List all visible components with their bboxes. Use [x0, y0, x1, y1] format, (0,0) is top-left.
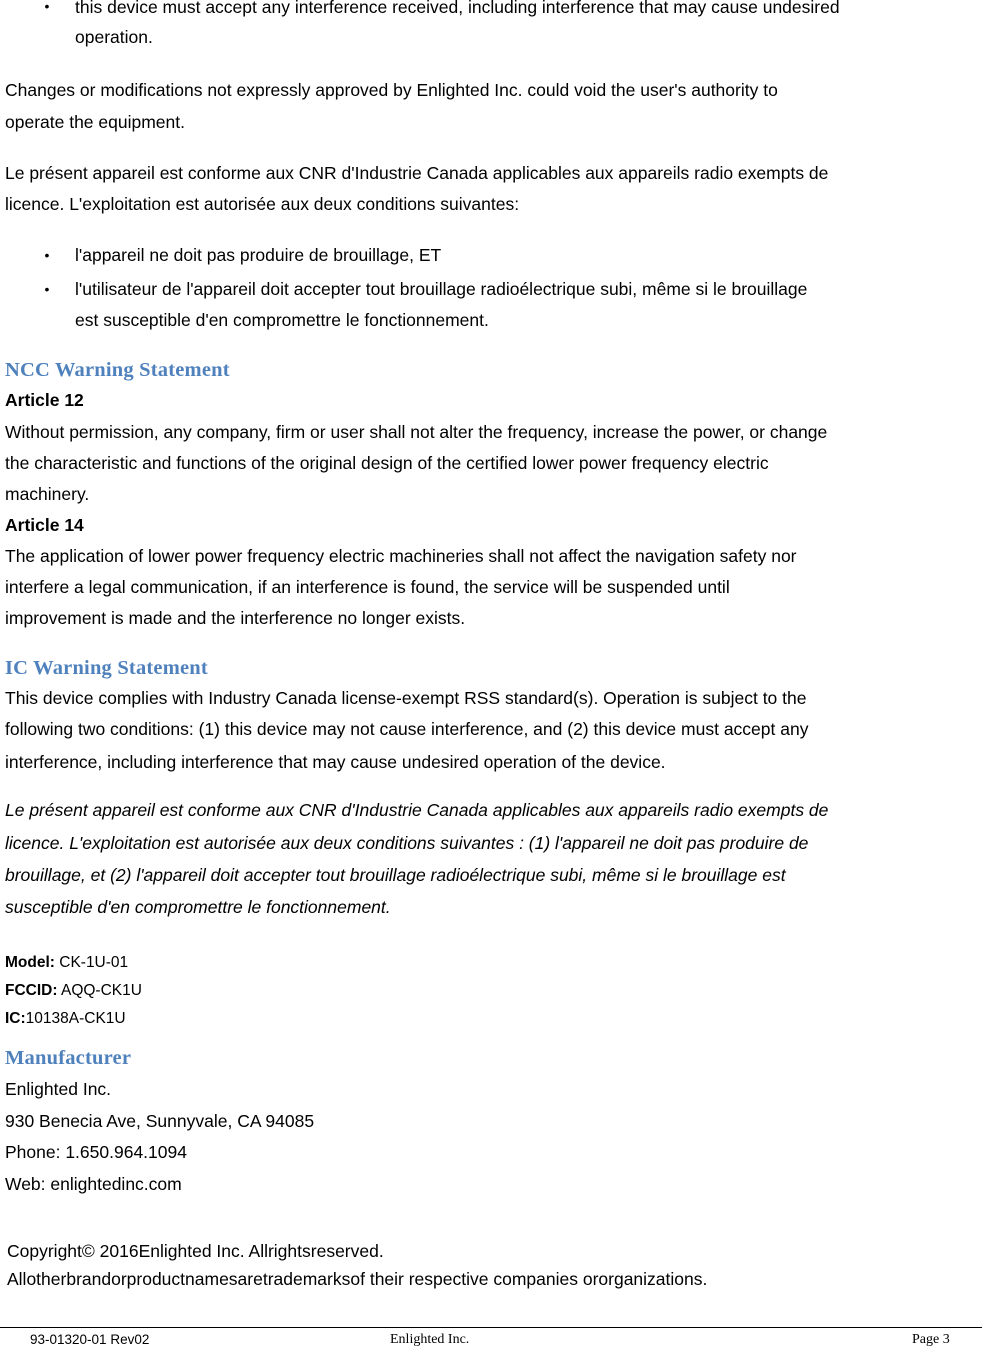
fr-line1: Le présent appareil est conforme aux CNR d'Industrie Canada applicables aux appareils radio exempts de: [5, 163, 829, 183]
ic-line1: This device complies with Industry Canada license-exempt RSS standard(s). Operation is subject to the: [5, 688, 807, 708]
article14-title: Article 14: [5, 515, 84, 535]
model-row: [5, 954, 128, 972]
article12-title: Article 12: [5, 390, 84, 410]
bullet-dot: •: [44, 281, 50, 297]
manufacturer-phone: Phone: 1.650.964.1094: [5, 1142, 187, 1162]
fr-bullet-item1: l'appareil ne doit pas produire de brouillage, ET: [75, 245, 442, 265]
footer-doc-number: 93-01320-01 Rev02: [30, 1332, 150, 1347]
ic-line3: interference, including interference that may cause undesired operation of the device.: [5, 752, 666, 772]
article12-line3: machinery.: [5, 484, 90, 504]
ncc-heading: NCC Warning Statement: [5, 359, 230, 381]
bullet-dot: •: [44, 0, 50, 14]
fccid-value: AQQ-CK1U: [57, 982, 142, 999]
footer-page: Page 3: [912, 1332, 950, 1347]
article14-line2: interfere a legal communication, if an interference is found, the service will be suspended until: [5, 577, 730, 597]
footer-company: Enlighted Inc.: [390, 1332, 470, 1347]
footer-divider: [0, 1327, 982, 1328]
ic-fr-line3: brouillage, et (2) l'appareil doit accepter tout brouillage radioélectrique subi, même si le brouillage est: [5, 865, 786, 885]
ic-fr-line4: susceptible d'en compromettre le fonctionnement.: [5, 897, 391, 917]
manufacturer-name: Enlighted Inc.: [5, 1079, 112, 1099]
manufacturer-address: 930 Benecia Ave, Sunnyvale, CA 94085: [5, 1111, 315, 1131]
bullet-dot: •: [44, 247, 50, 263]
manufacturer-heading: Manufacturer: [5, 1047, 132, 1069]
fr-bullet-item2-line1: l'utilisateur de l'appareil doit accepter tout brouillage radioélectrique subi, même si le brouillage: [75, 279, 808, 299]
top-bullet-line1: this device must accept any interference received, including interference that may cause undesired: [75, 0, 840, 17]
model-value: CK-1U-01: [54, 954, 129, 971]
ic-fr-line2: licence. L'exploitation est autorisée aux deux conditions suivantes : (1) l'appareil ne doit pas produire de: [5, 833, 809, 853]
article12-line2: the characteristic and functions of the original design of the certified lower power frequency electric: [5, 453, 769, 473]
changes-line2: operate the equipment.: [5, 112, 185, 132]
ic-heading: IC Warning Statement: [5, 657, 208, 679]
fr-bullet-item2-line2: est susceptible d'en compromettre le fonctionnement.: [75, 310, 489, 330]
fccid-label: FCCID:: [5, 982, 58, 999]
ic-id-row: [5, 1010, 126, 1028]
article14-line3: improvement is made and the interference no longer exists.: [5, 608, 466, 628]
model-label: Model:: [5, 954, 55, 971]
fr-line2: licence. L'exploitation est autorisée aux deux conditions suivantes:: [5, 194, 520, 214]
manufacturer-web: Web: enlightedinc.com: [5, 1174, 182, 1194]
ic-id-label: IC:: [5, 1010, 26, 1027]
ic-fr-line1: Le présent appareil est conforme aux CNR d'Industrie Canada applicables aux appareils radio exempts de: [5, 800, 829, 820]
article12-line1: Without permission, any company, firm or user shall not alter the frequency, increase the power, or change: [5, 422, 828, 442]
article14-line1: The application of lower power frequency electric machineries shall not affect the navigation safety nor: [5, 546, 797, 566]
ic-line2: following two conditions: (1) this device may not cause interference, and (2) this device must accept any: [5, 719, 809, 739]
changes-line1: Changes or modifications not expressly approved by Enlighted Inc. could void the user's authority to: [5, 80, 778, 100]
ic-id-value: 10138A-CK1U: [25, 1010, 126, 1027]
copyright-line2: Allotherbrandorproductnamesaretrademarksof their respective companies ororganizations.: [7, 1269, 708, 1289]
fccid-row: [5, 982, 142, 1000]
top-bullet-line2: operation.: [75, 27, 153, 47]
copyright-line1: Copyright© 2016Enlighted Inc. Allrightsreserved.: [7, 1241, 384, 1261]
